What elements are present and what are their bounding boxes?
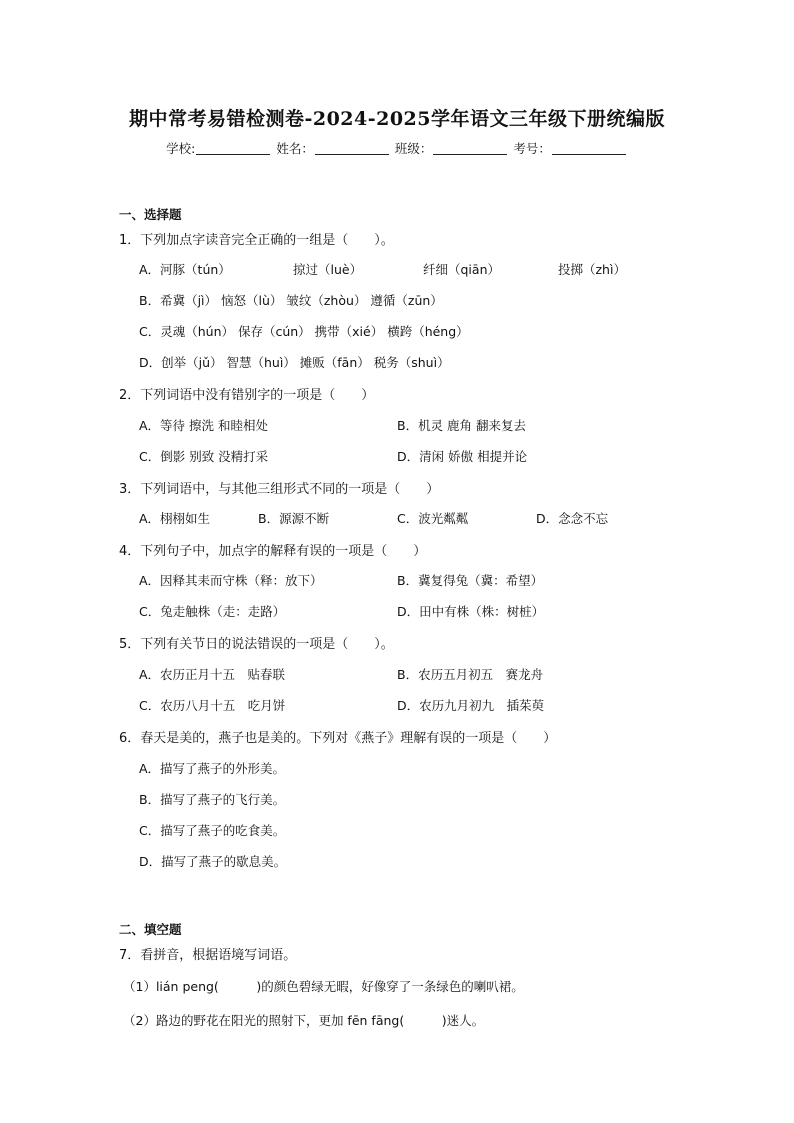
question-7-item-2: （2）路边的野花在阳光的照射下，更加 fēn fāng( )迷人。 — [123, 1013, 485, 1028]
question-5-option-a: A．农历正月十五 贴春联 — [139, 667, 286, 682]
question-1-option-d: D．创举（jǔ） 智慧（huì） 摊贩（fān） 税务（shuì） — [139, 355, 450, 370]
question-1-option-a2: 掠过（luè） — [293, 262, 363, 277]
name-blank[interactable] — [315, 142, 389, 155]
question-1-option-a3: 纤细（qiān） — [423, 262, 500, 277]
question-6-option-c: C．描写了燕子的吃食美。 — [139, 823, 286, 838]
question-1-option-a4: 投掷（zhì） — [558, 262, 626, 277]
class-blank[interactable] — [433, 142, 507, 155]
question-4-option-c: C．兔走触株（走：走路） — [139, 604, 286, 619]
question-6-stem: 6．春天是美的，燕子也是美的。下列对《燕子》理解有误的一项是（ ） — [119, 731, 557, 746]
school-blank[interactable] — [196, 142, 270, 155]
question-5-option-d: D．农历九月初九 插茱萸 — [397, 698, 545, 713]
question-4-stem: 4．下列句子中，加点字的解释有误的一项是（ ） — [119, 544, 427, 559]
question-2-stem: 2．下列词语中没有错别字的一项是（ ） — [119, 388, 375, 403]
question-7-item-1: （1）lián peng( )的颜色碧绿无暇，好像穿了一条绿色的喇叭裙。 — [123, 979, 524, 994]
question-4-option-b: B．冀复得兔（冀：希望） — [397, 573, 544, 588]
question-4-option-d: D．田中有株（株：树桩） — [397, 604, 545, 619]
question-1-option-c: C．灵魂（hún） 保存（cún） 携带（xié） 横跨（héng） — [139, 324, 469, 339]
question-6-option-b: B．描写了燕子的飞行美。 — [139, 792, 286, 807]
question-2-option-c: C．倒影 别致 没精打采 — [139, 449, 269, 464]
question-3-stem: 3．下列词语中，与其他三组形式不同的一项是（ ） — [119, 482, 440, 497]
class-label: 班级： — [394, 141, 433, 156]
exam-no-blank[interactable] — [552, 142, 626, 155]
question-5-stem: 5．下列有关节日的说法错误的一项是（ ）。 — [119, 637, 394, 652]
question-2-option-d: D．清闲 娇傲 相提并论 — [397, 449, 528, 464]
section-heading-choice: 一、选择题 — [119, 207, 182, 222]
name-label: 姓名： — [276, 141, 314, 156]
question-1-option-a1: A．河豚（tún） — [139, 262, 231, 277]
question-3-option-d: D．念念不忘 — [536, 511, 609, 526]
question-6-option-d: D．描写了燕子的歇息美。 — [139, 854, 287, 869]
exam-no-label: 考号： — [513, 141, 551, 156]
question-5-option-c: C．农历八月十五 吃月饼 — [139, 698, 286, 713]
page-title: 期中常考易错检测卷-2024-2025学年语文三年级下册统编版 — [128, 108, 666, 130]
question-7-stem: 7．看拼音，根据语境写词语。 — [119, 948, 297, 963]
question-3-option-b: B．源源不断 — [258, 511, 330, 526]
question-6-option-a: A．描写了燕子的外形美。 — [139, 761, 286, 776]
question-2-option-a: A．等待 擦洗 和睦相处 — [139, 418, 268, 433]
student-info-line — [0, 139, 794, 157]
question-1-stem: 1．下列加点字读音完全正确的一组是（ ）。 — [119, 233, 394, 248]
question-3-option-c: C．波光粼粼 — [397, 511, 469, 526]
question-2-option-b: B．机灵 鹿角 翻来复去 — [397, 418, 527, 433]
section-heading-fill: 二、填空题 — [119, 922, 182, 937]
question-3-option-a: A．栩栩如生 — [139, 511, 211, 526]
question-4-option-a: A．因释其耒而守株（释：放下） — [139, 573, 323, 588]
question-1-option-b: B．希冀（jì） 恼怒（lù） 皱纹（zhòu） 遵循（zūn） — [139, 293, 443, 308]
school-label: 学校: — [166, 141, 196, 156]
question-5-option-b: B．农历五月初五 赛龙舟 — [397, 667, 544, 682]
